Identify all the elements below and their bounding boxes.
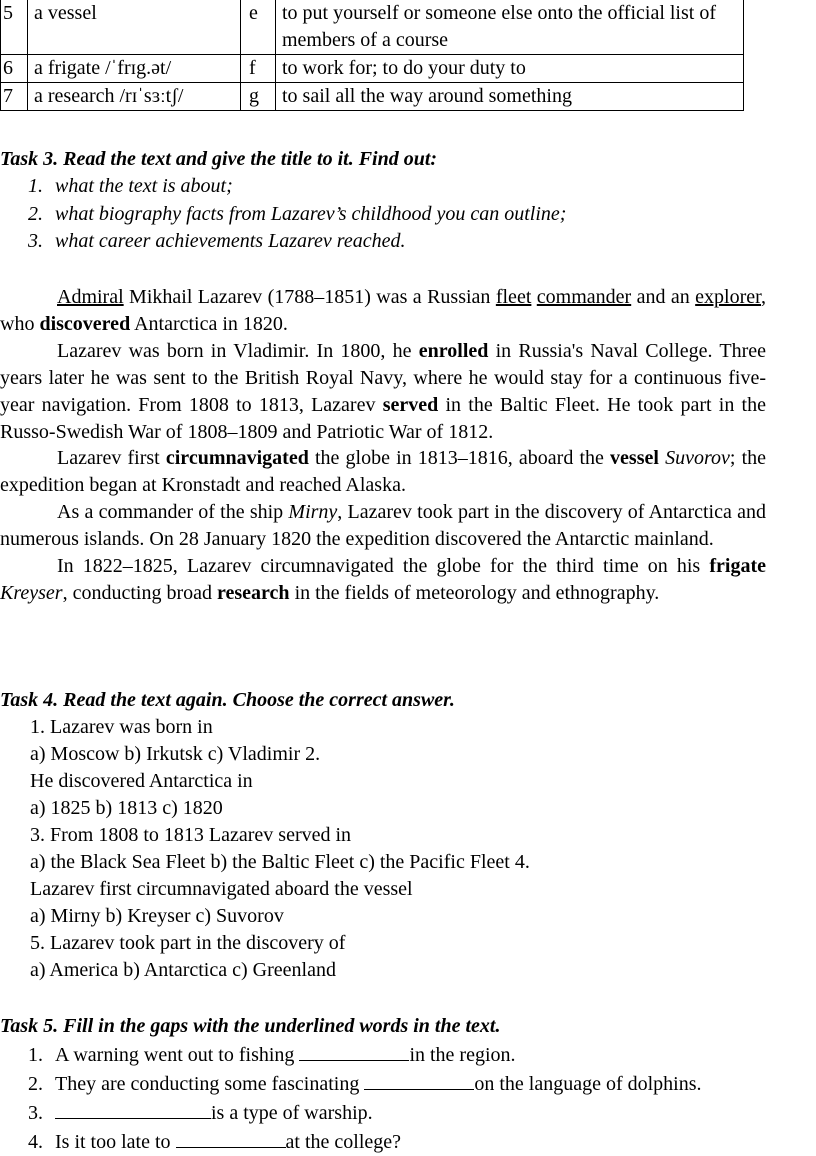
text-run: ; the expedition began at Kronstadt and reached Alaska. [0, 447, 766, 497]
list-item [28, 228, 566, 256]
bold-word: served [382, 393, 439, 416]
article-paragraph [0, 338, 766, 446]
item-text: what career achievements Lazarev reached. [55, 230, 406, 252]
question-line: Lazarev first circumnavigated aboard the vessel [30, 878, 413, 900]
table-row [1, 83, 744, 111]
bold-word: vessel [610, 447, 659, 470]
underlined-word: explorer [695, 286, 761, 308]
sentence-start: Is it too late to [55, 1131, 176, 1153]
text-run: in Russia's Naval College. Three years later he was sent to the British Royal Navy, where he would stay for a continuous five-year navigation. From 1808 to 1813, Lazarev [0, 339, 767, 416]
text-run: the globe in 1813–1816, aboard the [308, 447, 611, 470]
answer-options: a) America b) Antarctica c) Greenland [30, 959, 336, 981]
vocab-word: a vessel [28, 0, 241, 55]
vocab-definition: to work for; to do your duty to [276, 55, 744, 83]
underlined-word: fleet [495, 286, 532, 308]
article-paragraph [0, 284, 766, 338]
text-run: , Lazarev took part in the discovery of Antarctica and numerous islands. On 28 January 1820 the expedition discovered the Antarctic mainland. [0, 501, 766, 551]
answer-options: a) the Black Sea Fleet b) the Baltic Fleet c) the Pacific Fleet 4. [30, 851, 530, 873]
definition-letter: e [241, 0, 276, 55]
task4-heading: Task 4. Read the text again. Choose the correct answer. [0, 689, 455, 711]
item-number: 1. [28, 175, 43, 197]
question-line: 5. Lazarev took part in the discovery of [30, 932, 346, 954]
sentence-start: A warning went out to fishing [55, 1044, 300, 1066]
vocab-word: a frigate /ˈfrɪg.ət/ [28, 55, 241, 83]
ship-name: Mirny [288, 501, 338, 524]
row-number: 7 [1, 83, 28, 111]
task5-heading: Task 5. Fill in the gaps with the underlined words in the text. [0, 1015, 501, 1037]
item-number: 2. [28, 1073, 43, 1095]
item-number: 2. [28, 202, 43, 225]
list-item [28, 1069, 702, 1098]
bold-word: research [216, 581, 290, 604]
lazarev-article [0, 284, 766, 607]
table-row [1, 55, 744, 83]
task3-list [28, 173, 566, 256]
definition-letter: f [241, 55, 276, 83]
blank-gap[interactable] [176, 1127, 286, 1148]
list-item [28, 1040, 702, 1069]
question-line: 1. Lazarev was born in [30, 716, 213, 738]
article-paragraph [0, 445, 766, 499]
bold-word: circumnavigated [165, 447, 309, 470]
ship-name: Suvorov [665, 447, 730, 470]
table-row [1, 0, 744, 55]
bold-word: enrolled [418, 339, 489, 362]
item-number: 4. [28, 1131, 43, 1153]
task3-heading: Task 3. Read the text and give the title to it. Find out: [0, 148, 438, 170]
sentence-end: is a type of warship. [211, 1102, 373, 1124]
text-run: , conducting broad [62, 581, 217, 604]
item-text: what the text is about; [55, 175, 233, 197]
underlined-word: Admiral [57, 286, 124, 308]
text-run: Lazarev first [57, 447, 166, 470]
task4-questions [30, 714, 770, 984]
list-item [28, 1098, 702, 1127]
text-run: As a commander of the ship [57, 501, 289, 524]
text-run: Lazarev was born in Vladimir. In 1800, he [57, 339, 419, 362]
item-number: 1. [28, 1044, 43, 1066]
question-line: 3. From 1808 to 1813 Lazarev served in [30, 824, 352, 846]
vocab-definition: to sail all the way around something [276, 83, 744, 111]
sentence-end: at the college? [285, 1131, 402, 1153]
text-run: In 1822–1825, Lazarev circumnavigated the globe for the third time on his [57, 555, 710, 578]
text-run: Antarctica in 1820. [130, 312, 288, 335]
list-item [28, 173, 566, 201]
answer-options: a) Moscow b) Irkutsk c) Vladimir 2. [30, 743, 321, 765]
list-item [28, 201, 566, 229]
vocab-word: a research /rɪˈsɜːtʃ/ [28, 83, 241, 111]
text-run: , who [0, 286, 766, 335]
item-number: 3. [28, 1102, 43, 1124]
sentence-end: in the region. [409, 1044, 516, 1066]
answer-options: a) 1825 b) 1813 c) 1820 [30, 797, 223, 819]
row-number: 6 [1, 55, 28, 83]
text-run: and an [631, 286, 696, 308]
text-run: Mikhail Lazarev (1788–1851) was a Russian [123, 286, 496, 308]
text-run: in the Baltic Fleet. He took part in the Russo-Swedish War of 1808–1809 and Patriotic War of 1812. [0, 393, 766, 443]
definition-letter: g [241, 83, 276, 111]
answer-options: a) Mirny b) Kreyser c) Suvorov [30, 905, 284, 927]
row-number: 5 [1, 0, 28, 55]
blank-gap[interactable] [55, 1098, 211, 1119]
list-item [28, 1127, 702, 1156]
blank-gap[interactable] [299, 1040, 409, 1061]
text-run: in the fields of meteorology and ethnography. [289, 581, 660, 604]
ship-name: Kreyser [0, 581, 63, 604]
question-line: He discovered Antarctica in [30, 770, 253, 792]
vocab-definition: to put yourself or someone else onto the official list of members of a course [276, 0, 744, 55]
sentence-end: on the language of dolphins. [474, 1073, 702, 1095]
task5-list [28, 1040, 702, 1156]
article-paragraph [0, 499, 766, 553]
item-number: 3. [28, 230, 43, 252]
bold-word: discovered [39, 312, 131, 335]
bold-word: frigate [709, 555, 766, 578]
blank-gap[interactable] [364, 1069, 474, 1090]
underlined-word: commander [536, 286, 632, 308]
vocabulary-matching-table [0, 0, 744, 111]
sentence-start: They are conducting some fascinating [55, 1073, 365, 1095]
article-paragraph [0, 553, 766, 607]
item-text: what biography facts from Lazarev’s childhood you can outline; [55, 202, 567, 225]
